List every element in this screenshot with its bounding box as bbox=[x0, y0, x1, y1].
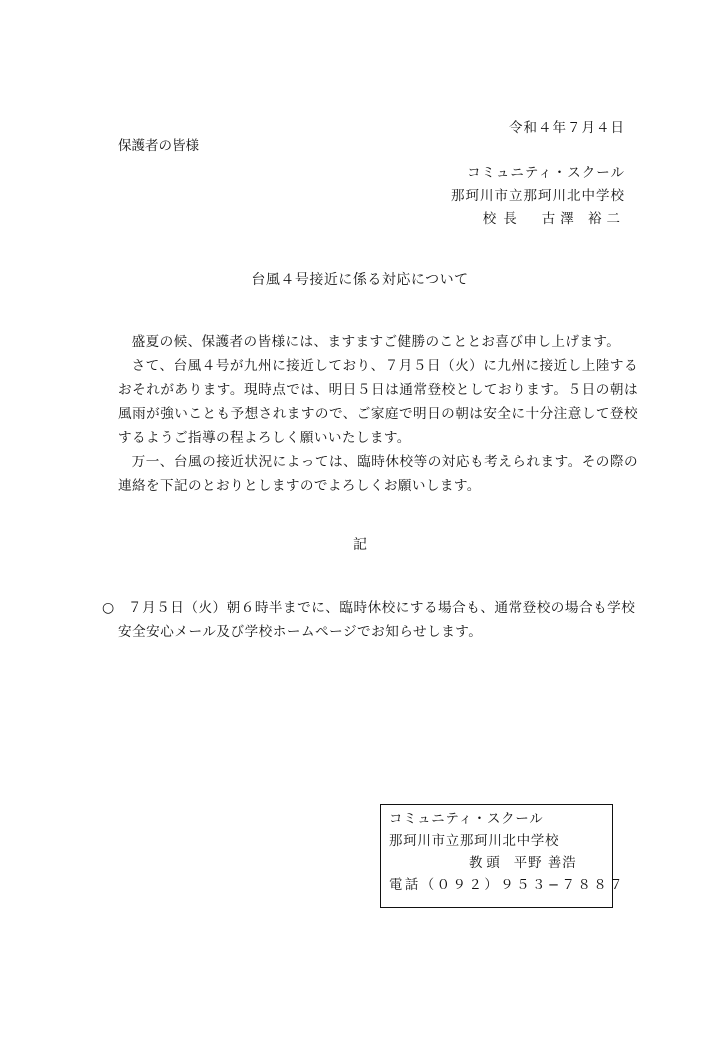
contact-school: 那珂川市立那珂川北中学校 bbox=[389, 834, 560, 849]
notice-line-2: 安全安心メール及び学校ホームページでお知らせします。 bbox=[118, 624, 483, 640]
body-paragraph-typhoon: さて、台風４号が九州に接近しており、７月５日（火）に九州に接近し上陸するおそれがあります。現時点では、明日５日は通常登校としております。５日の朝は風雨が強いことも予想されますので、ご家庭で明日の朝は安全に十分注意して登校するようご指導の程よろしく願いいたします。 bbox=[118, 358, 638, 446]
sender-school: 那珂川市立那珂川北中学校 bbox=[451, 188, 625, 204]
sender-name: 古澤 裕二 bbox=[541, 211, 625, 227]
ki-heading: 記 bbox=[353, 537, 367, 553]
contact-phone: 電話（０９２）９５３−７８８７ bbox=[389, 878, 626, 893]
letter-date: 令和４年７月４日 bbox=[509, 120, 625, 136]
body-paragraph-contingency: 万一、台風の接近状況によっては、臨時休校等の対応も考えられます。その際の連絡を下記のとおりとしますのでよろしくお願いします。 bbox=[118, 454, 638, 494]
letter-body bbox=[118, 330, 638, 498]
contact-officer bbox=[389, 853, 612, 875]
sender-title: 校長 bbox=[482, 211, 524, 227]
contact-organization: コミュニティ・スクール bbox=[389, 812, 544, 827]
notice-line-1: ７月５日（火）朝６時半までに、臨時休校にする場合も、通常登校の場合も学校 bbox=[128, 600, 636, 616]
recipient: 保護者の皆様 bbox=[118, 138, 199, 154]
body-paragraph-greeting: 盛夏の候、保護者の皆様には、ますますご健勝のこととお喜び申し上げます。 bbox=[131, 334, 621, 350]
contact-box bbox=[380, 804, 626, 908]
document-title: 台風４号接近に係る対応について bbox=[251, 272, 469, 288]
sender-principal bbox=[451, 208, 625, 231]
contact-name: 平野 善浩 bbox=[513, 856, 577, 871]
notice-item bbox=[102, 596, 642, 644]
contact-role: 教頭 bbox=[469, 856, 504, 871]
notice-text bbox=[118, 596, 642, 644]
sender-block bbox=[451, 162, 625, 231]
sender-organization: コミュニティ・スクール bbox=[467, 165, 625, 181]
circle-bullet-icon: ○ bbox=[102, 600, 115, 616]
